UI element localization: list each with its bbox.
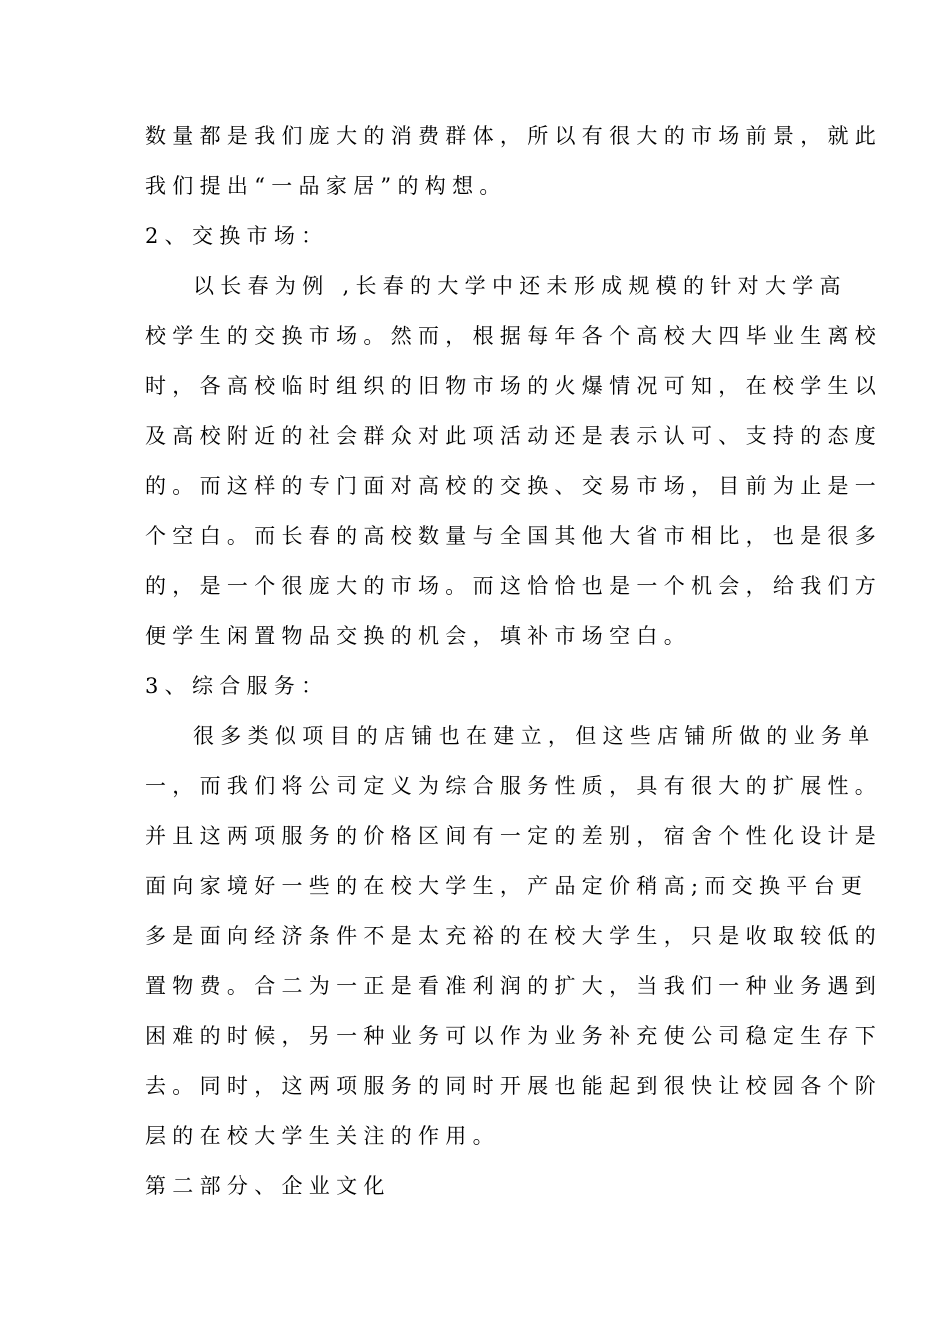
text-line: 便学生闲置物品交换的机会，填补市场空白。 [145, 624, 691, 648]
text-line: 困难的时候，另一种业务可以作为业务补充使公司稳定生存下 [145, 1024, 883, 1048]
text-line: 的，是一个很庞大的市场。而这恰恰也是一个机会，给我们方 [145, 574, 883, 598]
text-line: 去。同时，这两项服务的同时开展也能起到很快让校园各个阶 [145, 1074, 883, 1098]
text-line: 多是面向经济条件不是太充裕的在校大学生，只是收取较低的 [145, 924, 883, 948]
part-heading: 第二部分、企业文化 [145, 1174, 391, 1198]
text-line: 个空白。而长春的高校数量与全国其他大省市相比，也是很多 [145, 524, 883, 548]
section-heading: 2、交换市场： [145, 224, 329, 248]
text-line: 我们提出“一品家居”的构想。 [145, 174, 507, 198]
text-line: 面向家境好一些的在校大学生，产品定价稍高;而交换平台更 [145, 874, 869, 898]
text-line: 置物费。合二为一正是看准利润的扩大，当我们一种业务遇到 [145, 974, 883, 998]
text-line: 层的在校大学生关注的作用。 [145, 1124, 500, 1148]
text-line: 一，而我们将公司定义为综合服务性质，具有很大的扩展性。 [145, 774, 883, 798]
text-line: 时，各高校临时组织的旧物市场的火爆情况可知，在校学生以 [145, 374, 883, 398]
text-line: 以长春为例 ,长春的大学中还未形成规模的针对大学高 [193, 274, 847, 298]
text-line: 的。而这样的专门面对高校的交换、交易市场，目前为止是一 [145, 474, 883, 498]
text-line: 很多类似项目的店铺也在建立，但这些店铺所做的业务单 [193, 724, 876, 748]
text-line: 及高校附近的社会群众对此项活动还是表示认可、支持的态度 [145, 424, 883, 448]
text-line: 并且这两项服务的价格区间有一定的差别，宿舍个性化设计是 [145, 824, 883, 848]
text-line: 校学生的交换市场。然而，根据每年各个高校大四毕业生离校 [145, 324, 883, 348]
section-heading: 3、综合服务： [145, 674, 329, 698]
text-line: 数量都是我们庞大的消费群体，所以有很大的市场前景，就此 [145, 124, 883, 148]
